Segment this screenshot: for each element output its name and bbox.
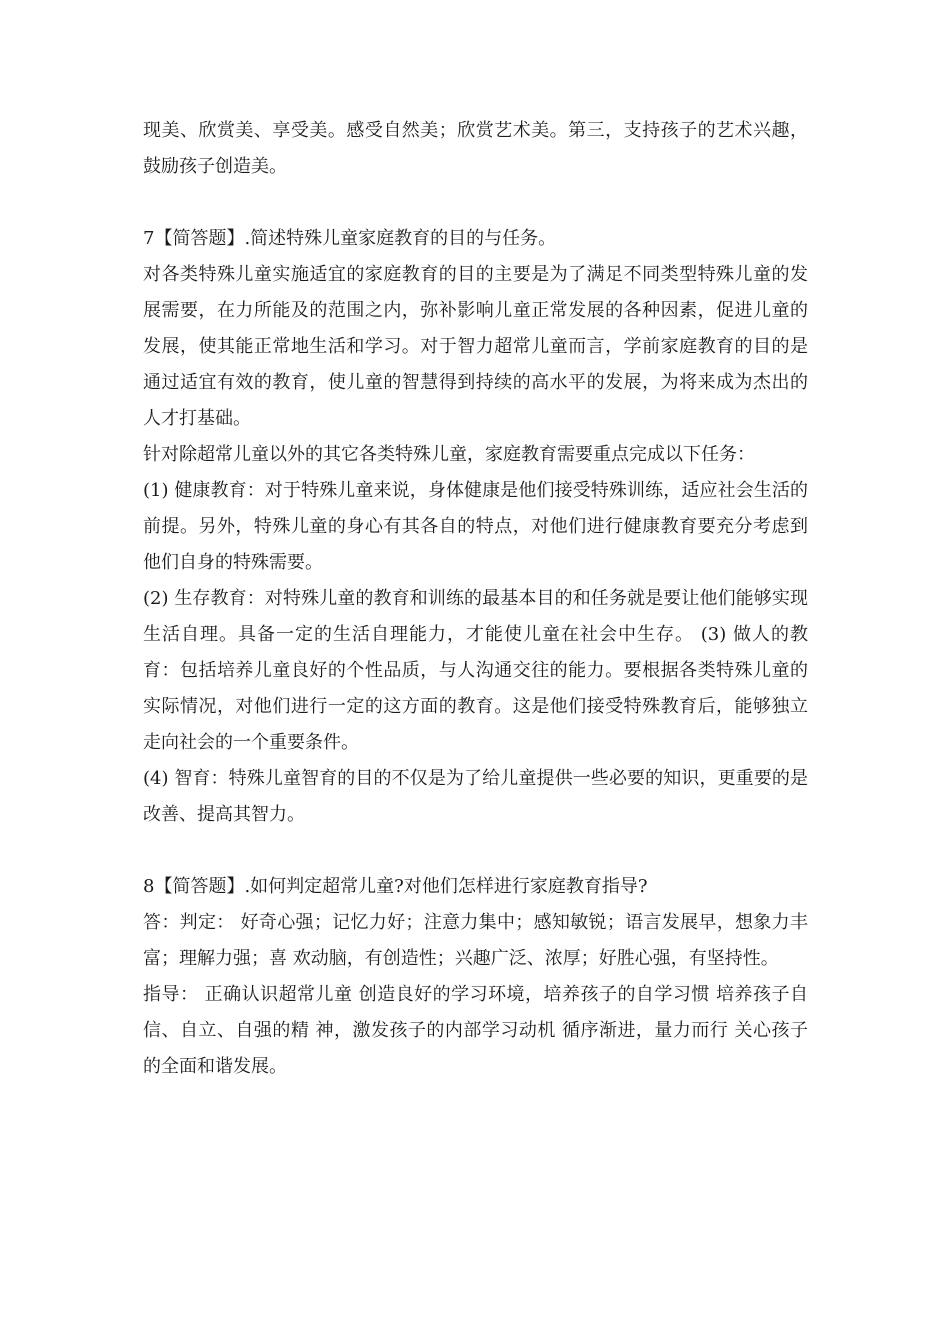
question-8-answer-criteria: 答：判定： 好奇心强；记忆力好；注意力集中；感知敏锐；语言发展早，想象力丰富；理解力强；喜 欢动脑，有创造性；兴趣广泛、浓厚；好胜心强，有坚持性。 [143,912,808,969]
section-gap [143,833,808,869]
question-7-title: 7【简答题】.简述特殊儿童家庭教育的目的与任务。 [143,228,557,249]
question-7-answer-purpose: 对各类特殊儿童实施适宜的家庭教育的目的主要是为了满足不同类型特殊儿童的发展需要，在力所能及的范围之内，弥补影响儿童正常发展的各种因素，促进儿童的发展，使其能正常地生活和学习。对于智力超常儿童而言，学前家庭教育的目的是通过适宜有效的教育，使儿童的智慧得到持续的高水平的发展，为将来成为杰出的人才打基础。 [143,264,808,429]
document-body [143,113,808,1085]
question-7-item-intellect: (4) 智育：特殊儿童智育的目的不仅是为了给儿童提供一些必要的知识，更重要的是改善、提高其智力。 [143,768,808,825]
question-7-item-survival: (2) 生存教育：对特殊儿童的教育和训练的最基本目的和任务就是要让他们能够实现生活自理。具备一定的生活自理能力，才能使儿童在社会中生存。 (3) 做人的教育：包括培养儿童良好的个性品质，与人沟通交往的能力。要根据各类特殊儿童的实际情况，对他们进行一定的这方面的教育。这是他们接受特殊教育后，能够独立走向社会的一个重要条件。 [143,588,808,753]
question-8-answer-guidance: 指导： 正确认识超常儿童 创造良好的学习环境，培养孩子的自学习惯 培养孩子自信、自立、自强的精 神，激发孩子的内部学习动机 循序渐进，量力而行 关心孩子的全面和谐发展。 [143,984,808,1077]
question-7-item-health: (1) 健康教育：对于特殊儿童来说，身体健康是他们接受特殊训练，适应社会生活的前提。另外，特殊儿童的身心有其各自的特点，对他们进行健康教育要充分考虑到他们自身的特殊需要。 [143,480,808,573]
section-gap [143,185,808,221]
paragraph-continuation: 现美、欣赏美、享受美。感受自然美；欣赏艺术美。第三，支持孩子的艺术兴趣，鼓励孩子创造美。 [143,120,808,177]
question-7-answer-intro: 针对除超常儿童以外的其它各类特殊儿童，家庭教育需要重点完成以下任务： [143,444,755,465]
question-8-title: 8【简答题】.如何判定超常儿童?对他们怎样进行家庭教育指导? [143,876,648,897]
